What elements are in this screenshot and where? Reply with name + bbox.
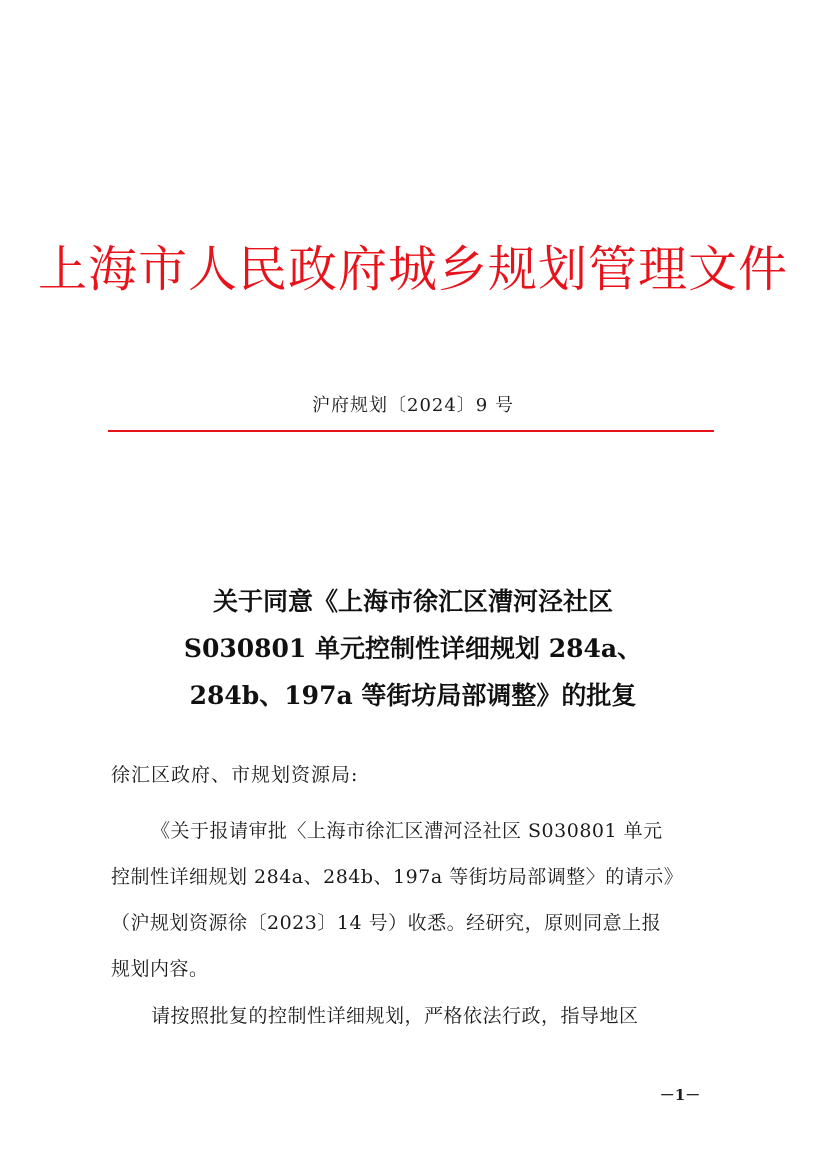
addressee: 徐汇区政府、市规划资源局: [111, 764, 359, 786]
body-paragraph [111, 993, 716, 1039]
paragraph-line: 《关于报请审批〈上海市徐汇区漕河泾社区 S030801 单元 [151, 820, 663, 842]
title-line: S030801 单元控制性详细规划 284a、 [183, 634, 643, 663]
paragraph-line: （沪规划资源徐〔2023〕14 号）收悉。经研究，原则同意上报 [111, 912, 662, 934]
title-line: 关于同意《上海市徐汇区漕河泾社区 [212, 587, 613, 616]
paragraph-line: 规划内容。 [111, 958, 209, 980]
masthead-title: 上海市人民政府城乡规划管理文件 [37, 241, 788, 298]
body-paragraph [111, 808, 716, 992]
red-separator-line [108, 430, 714, 432]
paragraph-line: 控制性详细规划 284a、284b、197a 等街坊局部调整〉的请示》 [111, 866, 684, 888]
page-number: －1－ [659, 1086, 701, 1104]
document-number: 沪府规划〔2024〕9 号 [312, 395, 514, 416]
paragraph-line: 请按照批复的控制性详细规划，严格依法行政，指导地区 [151, 1005, 639, 1027]
document-title [0, 578, 826, 719]
title-line: 284b、197a 等街坊局部调整》的批复 [189, 681, 637, 710]
